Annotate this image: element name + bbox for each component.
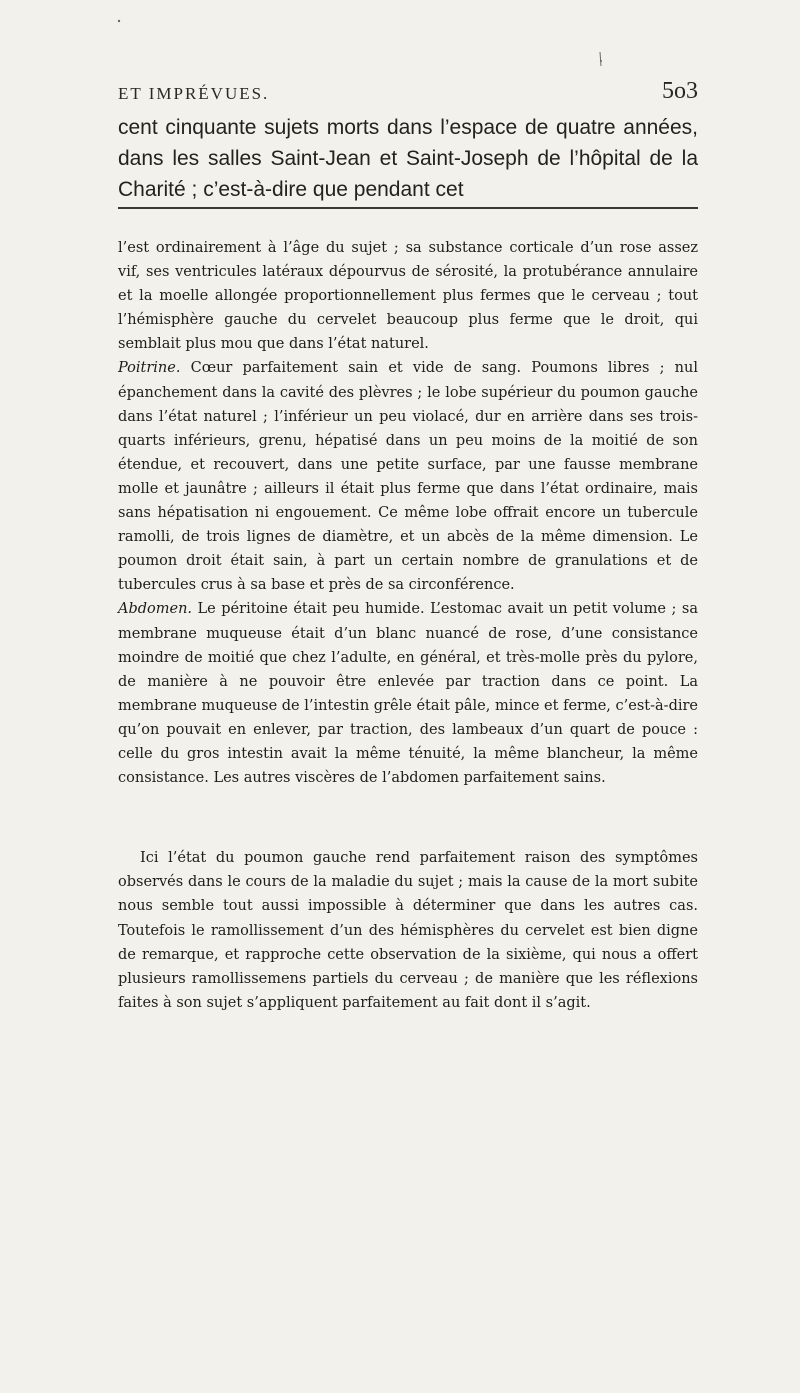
footnote-separator-rule <box>118 207 698 209</box>
notes-paragraph-poitrine <box>118 356 698 597</box>
commentary <box>118 846 698 1015</box>
poitrine-text: Cœur parfaitement sain et vide de sang. Poumons libres ; nul épanchement dans la cavité des plèvres ; le lobe supérieur du poumon gauche dans l’état naturel ; l’inférieur un peu violacé, dur en arrière dans ses trois-quarts inférieurs, grenu, hépatisé dans un peu moins de la moitié de son étendue, et recouvert, dans une petite surface, par une fausse membrane molle et jaunâtre ; ailleurs il était plus ferme que dans l’état ordinaire, mais sans hépatisation ni engouement. Ce même lobe offrait encore un tubercule ramolli, de trois lignes de diamètre, et un abcès de la même dimension. Le poumon droit était sain, à part un certain nombre de granulations et de tubercules crus à sa base et près de sa circonférence. <box>118 360 698 594</box>
main-text-continuation <box>118 112 698 205</box>
notes-paragraph-cerveau: l’est ordinairement à l’âge du sujet ; sa substance corticale d’un rose assez vif, ses ventricules latéraux dépourvus de sérosité, la protubérance annulaire et la moelle allongée proportionnellement plus fermes que le cerveau ; tout l’hémisphère gauche du cervelet beaucoup plus ferme que le droit, qui semblait plus mou que dans l’état naturel. <box>118 240 698 353</box>
abdomen-text: Le péritoine était peu humide. L’estomac avait un petit volume ; sa membrane muqueuse était d’un blanc nuancé de rose, d’une consistance moindre de moitié que chez l’adulte, en général, et très-molle près du pylore, de manière à ne pouvoir être enlevée par traction dans ce point. La membrane muqueuse de l’intestin grêle était pâle, mince et ferme, c’est-à-dire qu’on pouvait en enlever, par traction, des lambeaux d’un quart de pouce : celle du gros intestin avait la même ténuité, la même blancheur, la même consistance. Les autres viscères de l’abdomen parfaitement sains. <box>118 601 698 787</box>
running-title: ET IMPRÉVUES. <box>118 84 270 103</box>
page-number: 5o3 <box>662 78 698 104</box>
commentary-paragraph: Ici l’état du poumon gauche rend parfaitement raison des symptômes observés dans le cours de la maladie du sujet ; mais la cause de la mort subite nous semble tout aussi impossible à déterminer que dans les autres cas. Toutefois le ramollissement d’un des hémisphères du cervelet est bien digne de remarque, et rapproche cette observation de la sixième, qui nous a offert plusieurs ramollissemens partiels du cerveau ; de manière que les réflexions faites à son sujet s’appliquent parfaitement au fait dont il s’agit. <box>118 850 698 1012</box>
notes-paragraph-abdomen <box>118 597 698 790</box>
main-text-paragraph: cent cinquante sujets morts dans l’espace de quatre années, dans les salles Saint-Jean et Saint-Joseph de l’hôpital de la Charité ; c’est-à-dire que pendant cet <box>118 116 698 201</box>
autopsy-notes <box>118 236 698 790</box>
running-head <box>118 78 698 108</box>
section-label-poitrine: Poitrine. <box>118 360 181 377</box>
section-label-abdomen: Abdomen. <box>118 601 193 618</box>
